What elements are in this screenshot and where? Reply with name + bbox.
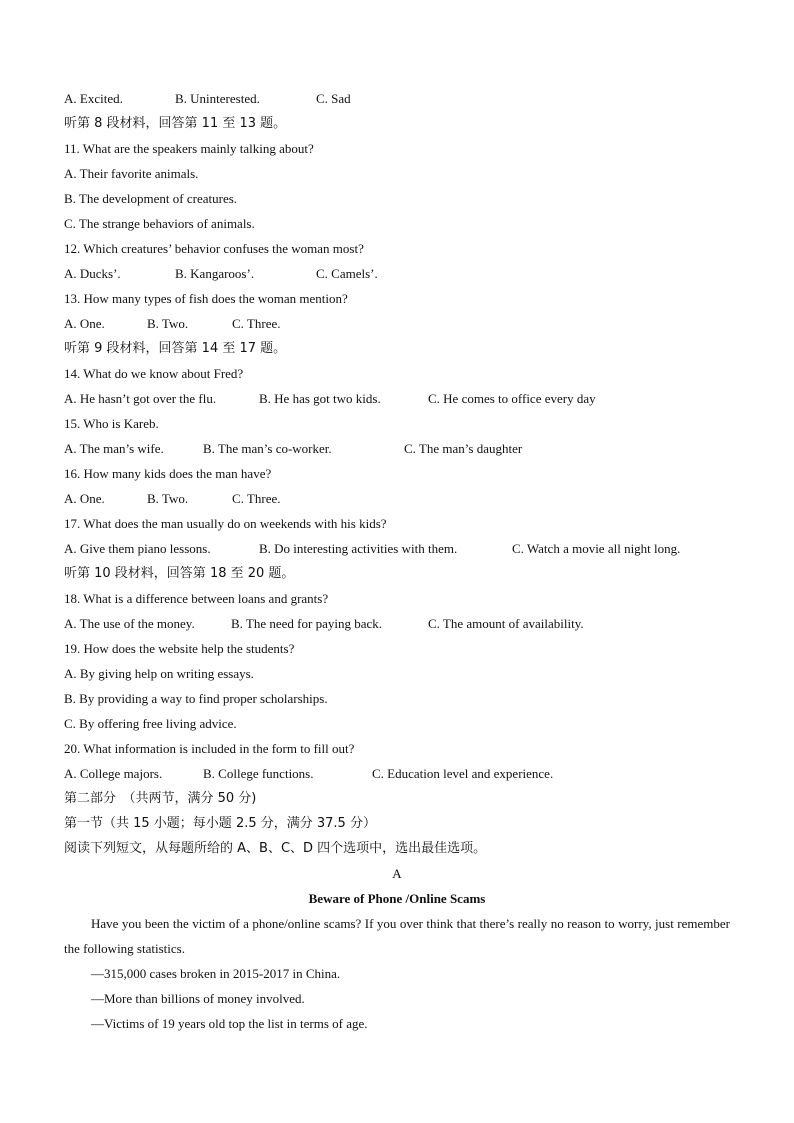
section-9-header: 听第 9 段材料，回答第 14 至 17 题。 [64, 341, 287, 356]
q15-stem: 15. Who is Kareb. [64, 416, 159, 431]
option-b: B. The man’s co-worker. [203, 441, 332, 456]
q11-option-a: A. Their favorite animals. [64, 166, 199, 181]
q17-stem: 17. What does the man usually do on weekends with his kids? [64, 516, 387, 531]
option-b: B. Do interesting activities with them. [259, 541, 458, 556]
section-8-header: 听第 8 段材料，回答第 11 至 13 题。 [64, 116, 287, 131]
option-b: B. College functions. [203, 766, 314, 781]
reading-instructions: 阅读下列短文，从每题所给的 A、B、C、D 四个选项中，选出最佳选项。 [64, 841, 487, 856]
option-a: A. Give them piano lessons. [64, 541, 211, 556]
part-2-header: 第二部分 （共两节，满分 50 分) [64, 791, 257, 806]
option-c: C. Three. [232, 491, 281, 506]
section-1-header: 第一节（共 15 小题；每小题 2.5 分，满分 37.5 分） [64, 816, 376, 831]
q14-stem: 14. What do we know about Fred? [64, 366, 244, 381]
q18-stem: 18. What is a difference between loans and grants? [64, 591, 329, 606]
q20-stem: 20. What information is included in the form to fill out? [64, 741, 355, 756]
q13-stem: 13. How many types of fish does the woman mention? [64, 291, 348, 306]
passage-title: Beware of Phone /Online Scams [308, 891, 486, 906]
option-b: B. Uninterested. [175, 91, 260, 106]
q19-option-c: C. By offering free living advice. [64, 716, 237, 731]
q19-option-a: A. By giving help on writing essays. [64, 666, 254, 681]
option-c: C. The amount of availability. [428, 616, 584, 631]
stat-line: —Victims of 19 years old top the list in terms of age. [91, 1016, 368, 1031]
option-a: A. One. [64, 316, 105, 331]
option-c: C. Camels’. [316, 266, 378, 281]
q19-option-b: B. By providing a way to find proper scholarships. [64, 691, 328, 706]
option-a: A. He hasn’t got over the flu. [64, 391, 217, 406]
stat-line: —More than billions of money involved. [91, 991, 305, 1006]
q11-option-b: B. The development of creatures. [64, 191, 238, 206]
option-a: A. The use of the money. [64, 616, 195, 631]
option-b: B. Two. [147, 491, 189, 506]
option-a: A. College majors. [64, 766, 163, 781]
option-a: A. Excited. [64, 91, 123, 106]
passage-intro: Have you been the victim of a phone/online scams? If you over think that there’s really no reason to worry, just remember the following statistics. [64, 916, 730, 956]
stat-line: —315,000 cases broken in 2015-2017 in China. [91, 966, 341, 981]
option-b: B. He has got two kids. [259, 391, 381, 406]
option-a: A. One. [64, 491, 105, 506]
option-c: C. Three. [232, 316, 281, 331]
option-b: B. Two. [147, 316, 189, 331]
q12-stem: 12. Which creatures’ behavior confuses the woman most? [64, 241, 364, 256]
q16-stem: 16. How many kids does the man have? [64, 466, 272, 481]
section-10-header: 听第 10 段材料，回答第 18 至 20 题。 [64, 566, 295, 581]
option-c: C. The man’s daughter [404, 441, 523, 456]
option-c: C. Sad [316, 91, 351, 106]
option-c: C. Education level and experience. [372, 766, 554, 781]
q11-option-c: C. The strange behaviors of animals. [64, 216, 255, 231]
option-b: B. The need for paying back. [231, 616, 383, 631]
q11-stem: 11. What are the speakers mainly talking about? [64, 141, 314, 156]
option-b: B. Kangaroos’. [175, 266, 255, 281]
passage-letter: A [392, 866, 402, 881]
option-a: A. The man’s wife. [64, 441, 164, 456]
option-a: A. Ducks’. [64, 266, 121, 281]
option-c: C. He comes to office every day [428, 391, 596, 406]
option-c: C. Watch a movie all night long. [512, 541, 681, 556]
q19-stem: 19. How does the website help the students? [64, 641, 295, 656]
